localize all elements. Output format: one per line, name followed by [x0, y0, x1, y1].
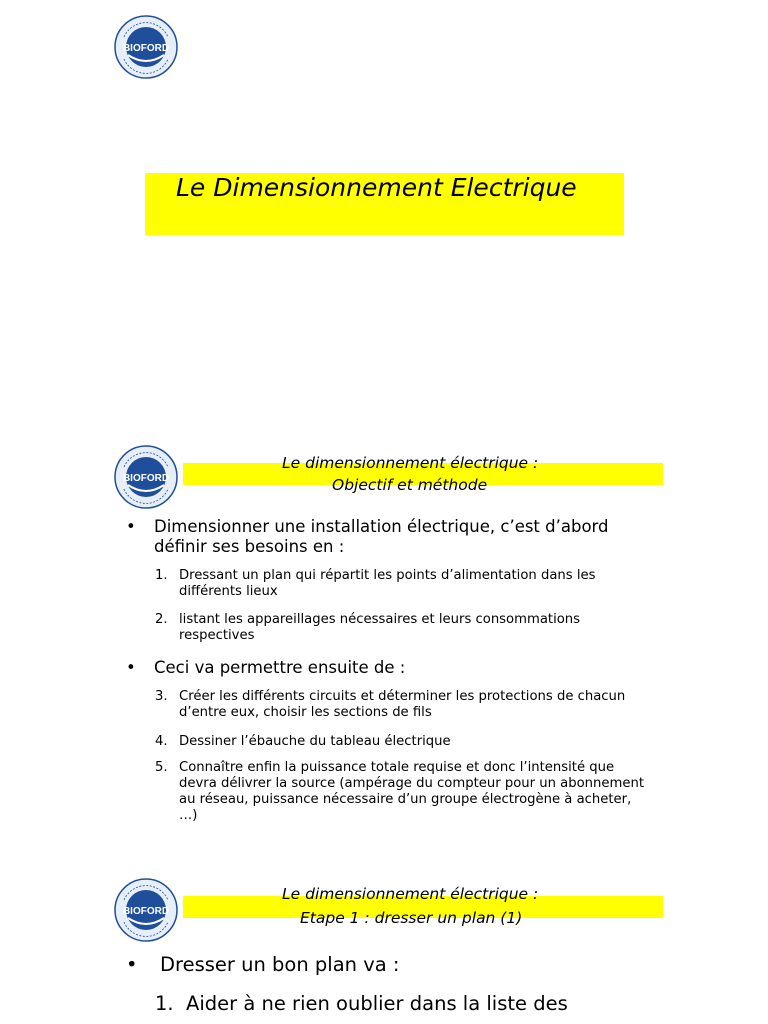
- item-number: 1.: [155, 568, 168, 583]
- slide-title-line1: Le dimensionnement électrique :: [282, 885, 539, 903]
- item-text: Dressant un plan qui répartit les points d’alimentation dans les différents lieux: [179, 568, 596, 599]
- item-text: Dessiner l’ébauche du tableau électrique: [179, 734, 451, 749]
- numbered-item: [155, 612, 647, 644]
- numbered-item: [155, 734, 647, 750]
- numbered-item: [155, 992, 675, 1016]
- slide-title: Le Dimensionnement Electrique: [176, 173, 577, 202]
- slide-title-line2: Etape 1 : dresser un plan (1): [300, 909, 523, 927]
- svg-text:BIOFORD: BIOFORD: [122, 473, 170, 484]
- numbered-item: [155, 568, 647, 600]
- bullet-marker: •: [126, 658, 136, 677]
- numbered-item: [155, 689, 647, 721]
- bullet-marker: •: [126, 953, 138, 976]
- item-number: 3.: [155, 689, 168, 704]
- item-text: Créer les différents circuits et déterminer les protections de chacun d’entre eux, choisir les sections de fils: [179, 689, 626, 720]
- item-text: listant les appareillages nécessaires et leurs consommations respectives: [179, 612, 581, 643]
- svg-text:BIOFORD: BIOFORD: [122, 906, 170, 917]
- item-number: 2.: [155, 612, 168, 627]
- bullet-text: Dresser un bon plan va :: [160, 953, 400, 976]
- item-number: 1.: [155, 992, 174, 1015]
- bioford-logo: [114, 445, 178, 509]
- bullet-text: Dimensionner une installation électrique, c’est d’abord définir ses besoins en :: [154, 517, 609, 556]
- slide-title-line1: Le dimensionnement électrique :: [282, 454, 539, 472]
- item-text: Connaître enfin la puissance totale requise et donc l’intensité que devra délivrer la source (ampérage du compteur pour un abonnement au réseau, puissance nécessaire d’un groupe électrogène à acheter, …): [179, 760, 644, 823]
- bullet-marker: •: [126, 517, 136, 536]
- svg-text:BIOFORD: BIOFORD: [122, 43, 170, 54]
- bullet-item: [126, 658, 646, 678]
- slide-title-line2: Objectif et méthode: [332, 476, 488, 494]
- item-number: 5.: [155, 760, 168, 775]
- bioford-logo: [114, 878, 178, 942]
- item-text: Aider à ne rien oublier dans la liste des: [186, 992, 568, 1015]
- bioford-logo: [114, 15, 178, 79]
- numbered-item: [155, 760, 647, 824]
- item-number: 4.: [155, 734, 168, 749]
- bullet-item: [126, 953, 646, 977]
- bullet-text: Ceci va permettre ensuite de :: [154, 658, 406, 677]
- bullet-item: [126, 517, 646, 557]
